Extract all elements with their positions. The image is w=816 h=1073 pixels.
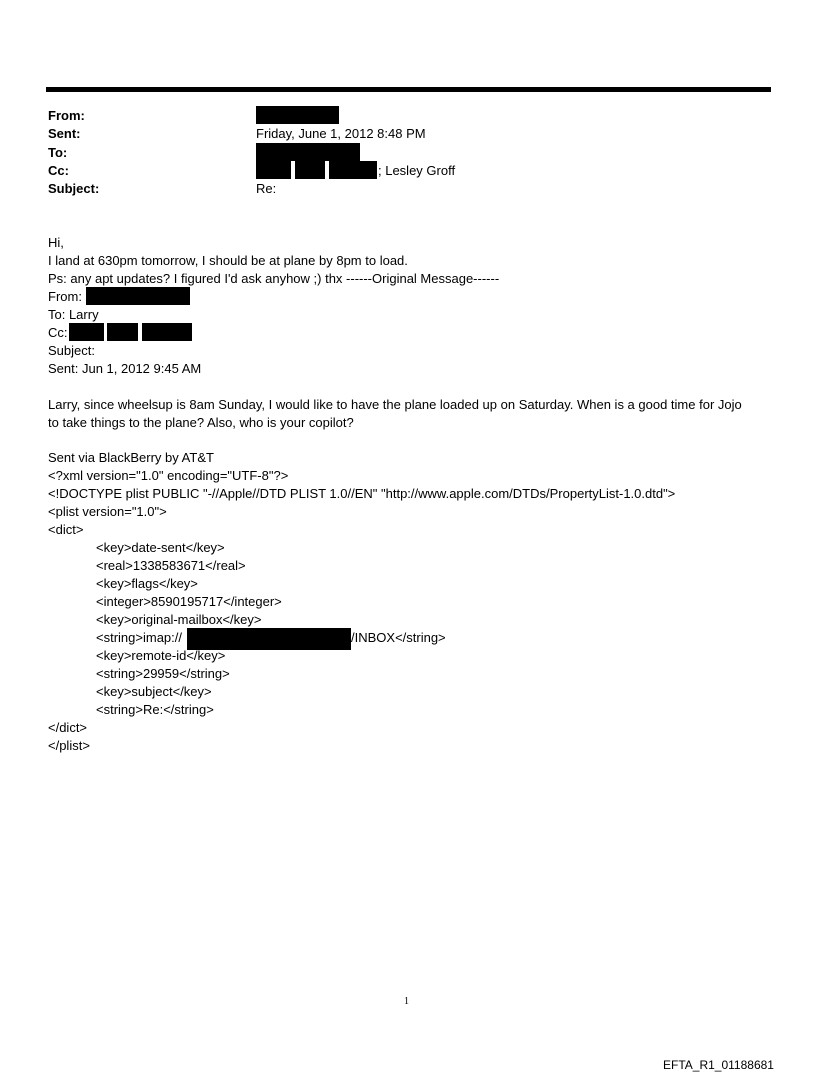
orig-subject: Subject: [48, 343, 95, 358]
value-flags: <integer>8590195717</integer> [96, 594, 282, 609]
paragraph-line-2: to take things to the plane? Also, who is your copilot? [48, 415, 354, 430]
subject-label: Subject: [48, 181, 100, 196]
orig-cc-redaction-3 [142, 323, 192, 341]
greeting: Hi, [48, 235, 64, 250]
cc-redaction-1 [256, 161, 291, 179]
xml-declaration: <?xml version="1.0" encoding="UTF-8"?> [48, 468, 289, 483]
orig-cc-redaction-2 [107, 323, 138, 341]
orig-to: To: Larry [48, 307, 99, 322]
key-flags: <key>flags</key> [96, 576, 198, 591]
to-redaction [256, 143, 360, 161]
sent-value: Friday, June 1, 2012 8:48 PM [256, 126, 426, 141]
cc-value: ; Lesley Groff [378, 163, 456, 178]
subject-value: Re: [256, 181, 277, 196]
from-redaction [256, 106, 339, 124]
cc-redaction-2 [295, 161, 325, 179]
header-rule [46, 87, 771, 92]
from-label: From: [48, 108, 85, 123]
key-subject: <key>subject</key> [96, 684, 212, 699]
cc-label: Cc: [48, 163, 69, 178]
orig-from-redaction [86, 287, 190, 305]
key-original-mailbox: <key>original-mailbox</key> [96, 612, 262, 627]
key-date-sent: <key>date-sent</key> [96, 540, 225, 555]
bates-number: EFTA_R1_01188681 [663, 1058, 774, 1072]
orig-cc-label: Cc: [48, 325, 68, 340]
to-label: To: [48, 145, 68, 160]
value-subject: <string>Re:</string> [96, 702, 214, 717]
doctype-line: <!DOCTYPE plist PUBLIC "-//Apple//DTD PLIST 1.0//EN" "http://www.apple.com/DTDs/PropertyList-1.0.dtd"> [48, 486, 676, 501]
dict-close: </dict> [48, 720, 88, 735]
dict-open: <dict> [48, 522, 84, 537]
value-date-sent: <real>1338583671</real> [96, 558, 246, 573]
signature: Sent via BlackBerry by AT&T [48, 450, 214, 465]
sent-label: Sent: [48, 126, 81, 141]
orig-sent: Sent: Jun 1, 2012 9:45 AM [48, 361, 202, 376]
value-remote-id: <string>29959</string> [96, 666, 230, 681]
value-mailbox-prefix: <string>imap:// [96, 630, 182, 645]
key-remote-id: <key>remote-id</key> [96, 648, 226, 663]
orig-cc-redaction-1 [69, 323, 104, 341]
value-mailbox-suffix: /INBOX</string> [351, 630, 446, 645]
body-line-1: I land at 630pm tomorrow, I should be at plane by 8pm to load. [48, 253, 408, 268]
plist-close: </plist> [48, 738, 90, 753]
orig-from-label: From: [48, 289, 82, 304]
cc-redaction-3 [329, 161, 377, 179]
plist-open: <plist version="1.0"> [48, 504, 167, 519]
body-line-2: Ps: any apt updates? I figured I'd ask anyhow ;) thx ------Original Message------ [48, 271, 500, 286]
page-number: 1 [404, 996, 409, 1007]
paragraph-line-1: Larry, since wheelsup is 8am Sunday, I would like to have the plane loaded up on Saturday. When is a good time for Jojo [48, 397, 742, 412]
